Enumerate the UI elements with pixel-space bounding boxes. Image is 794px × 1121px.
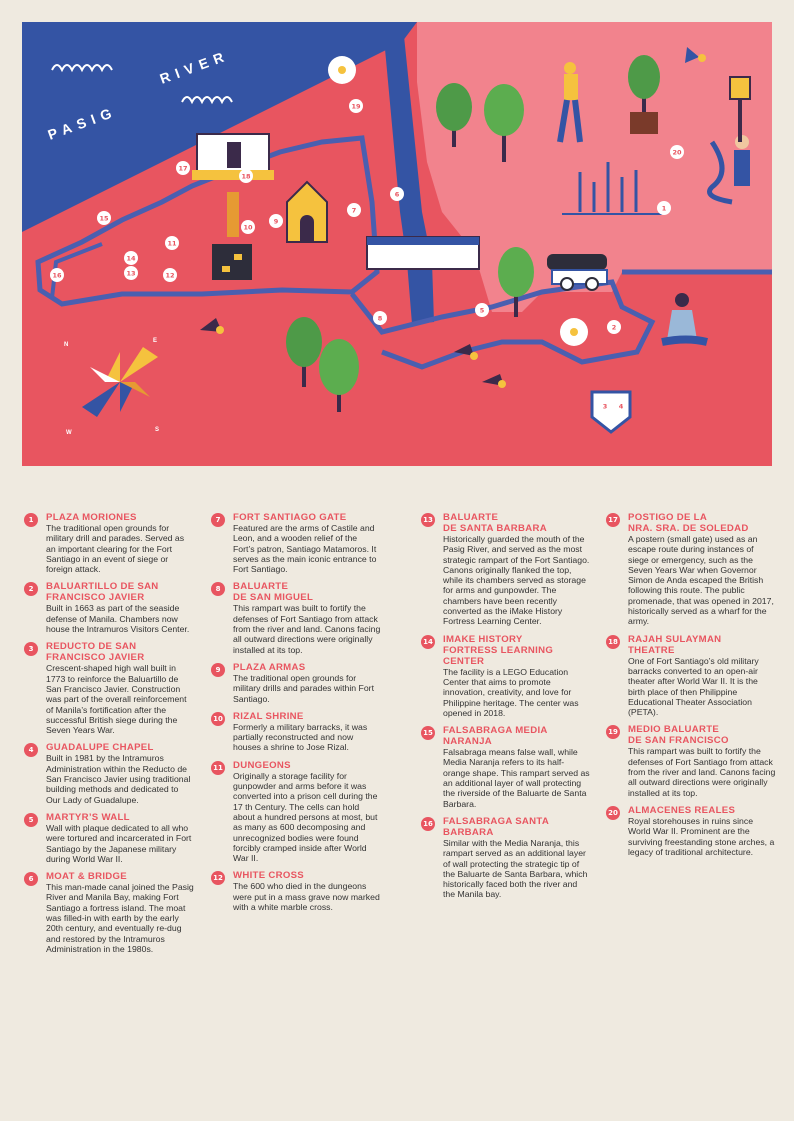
legend-title: FALSABRAGA SANTA BARBARA: [443, 815, 550, 838]
legend-number: 18: [606, 635, 620, 649]
legend-desc: Originally a storage facility for gunpowder and arms before it was converted into a prison cell during the 17 th Century. The cells can hold about a hundred persons at most, but as many as 600 decomposing and unrecognized bodies were found forcibly cramped inside after World War II.: [233, 770, 378, 864]
marker-10[interactable]: [241, 220, 255, 234]
svg-text:18: 18: [241, 172, 251, 181]
legend-number: 17: [606, 513, 620, 527]
legend-number: 13: [421, 513, 435, 527]
legend-title: ALMACENES REALES: [628, 804, 736, 816]
marker-8[interactable]: [373, 311, 387, 325]
river-label-pasig: PASIG: [45, 102, 120, 143]
svg-text:4: 4: [618, 402, 624, 411]
legend-item: [24, 581, 194, 634]
marker-11[interactable]: [165, 236, 179, 250]
legend-desc: This man-made canal joined the Pasig River and Manila Bay, making Fort Santiago a fortress island. The moat was filled-in with earth by the early 20th century, and eventually re-dug and restored by the Intramuros Administration in the 1980s.: [46, 882, 194, 954]
bridge-icon: [367, 237, 479, 269]
legend-desc: Similar with the Media Naranja, this rampart served as an additional layer of wall protecting the strategic tip of the Baluarte de Santa Barbara, which historically faced both the river and the Manila bay.: [443, 837, 588, 900]
theatre-building-icon: [192, 134, 274, 180]
legend-column-1: [24, 512, 194, 961]
legend-item: [211, 512, 381, 574]
legend-item: [24, 871, 194, 954]
legend-title: GUADALUPE CHAPEL: [46, 742, 154, 754]
legend-number: 6: [24, 872, 38, 886]
legend-number: 15: [421, 726, 435, 740]
legend-desc: Wall with plaque dedicated to all who were tortured and incarcerated in Fort Santiago by the Japanese military during World War II.: [46, 822, 192, 864]
legend-number: 1: [24, 513, 38, 527]
marker-16[interactable]: [50, 268, 64, 282]
legend-title: RIZAL SHRINE: [233, 710, 304, 722]
legend-number: 11: [211, 761, 225, 775]
legend-item: [606, 512, 776, 627]
legend-number: 8: [211, 582, 225, 596]
marker-9[interactable]: [269, 214, 283, 228]
legend-title: MARTYR’S WALL: [46, 811, 130, 823]
legend-desc: Falsabraga means false wall, while Media Naranja refers to its half-orange shape. This rampart served as an additional layer of wall protecting the riverside of the Baluarte de Santa Barbara.: [443, 747, 590, 809]
flower-icon: [328, 56, 356, 84]
legend-desc: Built in 1663 as part of the seaside defense of Manila. Chambers now house the Intramuros Visitors Center.: [46, 603, 190, 635]
legend-number: 9: [211, 663, 225, 677]
river-label-river: RIVER: [157, 46, 232, 87]
legend-number: 14: [421, 635, 435, 649]
flower-icon: [560, 318, 588, 346]
svg-text:5: 5: [479, 306, 485, 315]
marker-20[interactable]: [670, 145, 684, 159]
marker-5[interactable]: [475, 303, 489, 317]
marker-3[interactable]: [599, 400, 612, 413]
svg-text:6: 6: [394, 190, 400, 199]
svg-text:1: 1: [661, 204, 667, 213]
legend-number: 12: [211, 871, 225, 885]
legend-number: 16: [421, 817, 435, 831]
legend-item: [421, 725, 591, 809]
marker-14[interactable]: [124, 251, 138, 265]
svg-text:14: 14: [126, 254, 136, 263]
legend-item: [211, 581, 381, 654]
legend-item: [24, 742, 194, 804]
legend-number: 20: [606, 806, 620, 820]
compass-e: E: [153, 338, 158, 344]
legend-item: [24, 512, 194, 574]
marker-12[interactable]: [163, 268, 177, 282]
legend-item: [606, 805, 776, 857]
marker-1[interactable]: [657, 201, 671, 215]
legend-title: DUNGEONS: [233, 759, 291, 771]
legend-title: RAJAH SULAYMAN THEATRE: [628, 633, 722, 656]
legend-desc: The facility is a LEGO Education Center that aims to promote innovation, creativity, and love for Philippine heritage. The center was opened in 2018.: [443, 666, 579, 718]
legend-title: BALUARTE DE SAN MIGUEL: [233, 581, 314, 604]
compass-s: S: [155, 427, 160, 433]
legend-title: BALUARTE DE SANTA BARBARA: [443, 512, 547, 534]
marker-15[interactable]: [97, 211, 111, 225]
marker-19[interactable]: [349, 99, 363, 113]
legend-column-2: [211, 512, 381, 919]
legend-desc: Formerly a military barracks, it was partially reconstructed and now houses a shrine to Jose Rizal.: [233, 721, 368, 753]
svg-text:11: 11: [167, 239, 177, 248]
legend-desc: This rampart was built to fortify the defenses of Fort Santiago from attack from the river and land. Canons facing all outward directions were originally installed at its top.: [628, 746, 776, 798]
svg-text:19: 19: [351, 102, 361, 111]
legend-number: 3: [24, 642, 38, 656]
legend-desc: This rampart was built to fortify the defenses of Fort Santiago from attack from the river and land. Canons facing all outward directions were originally installed at its top.: [233, 603, 381, 655]
legend-title: WHITE CROSS: [233, 870, 304, 882]
legend-item: [606, 724, 776, 797]
legend-number: 7: [211, 513, 225, 527]
legend-column-4: [606, 512, 776, 864]
legend-item: [211, 711, 381, 753]
legend-desc: The 600 who died in the dungeons were put in a mass grave now marked with a white marble cross.: [233, 881, 380, 913]
legend-item: [421, 634, 591, 718]
legend-title: PLAZA MORIONES: [46, 512, 137, 523]
svg-text:16: 16: [52, 271, 62, 280]
marker-13[interactable]: [124, 266, 138, 280]
cannon-icon: [547, 254, 607, 290]
marker-6[interactable]: [390, 187, 404, 201]
legend-number: 19: [606, 725, 620, 739]
svg-text:2: 2: [611, 323, 617, 332]
legend-desc: Featured are the arms of Castile and Leon, and a wooden relief of the Fort’s patron, Santiago Matamoros. It serves as the main iconic entrance to Fort Santiago.: [233, 523, 377, 575]
svg-text:20: 20: [672, 148, 682, 157]
legend-number: 5: [24, 813, 38, 827]
legend-column-3: [421, 512, 591, 907]
compass-n: N: [64, 342, 69, 348]
legend-number: 4: [24, 743, 38, 757]
legend-item: [211, 870, 381, 912]
legend-title: FORT SANTIAGO GATE: [233, 512, 347, 523]
compass-w: W: [66, 430, 72, 436]
marker-18[interactable]: [239, 169, 253, 183]
legend-desc: Crescent-shaped high wall built in 1773 to reinforce the Baluartillo de San Francisco Javier. Construction was part of the overall reinforcement of Manila’s fortification after the successful British siege during the Seven Years War.: [46, 663, 187, 736]
svg-text:10: 10: [243, 223, 253, 232]
legend-number: 2: [24, 582, 38, 596]
legend-desc: Built in 1981 by the Intramuros Administration within the Reducto de San Francisco Javier using traditional building methods and dedicated to Our Lady of Guadalupe.: [46, 753, 191, 805]
legend-title: POSTIGO DE LA NRA. SRA. DE SOLEDAD: [628, 512, 749, 534]
svg-text:17: 17: [178, 164, 188, 173]
legend-desc: One of Fort Santiago’s old military barracks converted to an open-air theater after World War II. It is the birth place of then Philippine Educational Theater Association (PETA).: [628, 655, 759, 718]
legend-desc: Historically guarded the mouth of the Pasig River, and served as the most strategic rampart of the Fort Santiago. Canons originally flanked the top, while its chambers served as storage for arms and gunpowder. The chambers have been recently converted as the iMake History Fortress Learning Center.: [443, 534, 590, 627]
svg-text:9: 9: [273, 217, 279, 226]
svg-text:13: 13: [126, 269, 136, 278]
legend-item: [606, 634, 776, 718]
marker-7[interactable]: [347, 203, 361, 217]
legend-title: MEDIO BALUARTE DE SAN FRANCISCO: [628, 724, 729, 747]
legend-item: [24, 641, 194, 735]
svg-text:7: 7: [351, 206, 357, 215]
legend-number: 10: [211, 712, 225, 726]
legend-title: PLAZA ARMAS: [233, 661, 306, 673]
svg-text:12: 12: [165, 271, 175, 280]
svg-text:8: 8: [377, 314, 383, 323]
legend-title: IMAKE HISTORY FORTRESS LEARNING CENTER: [443, 633, 554, 667]
legend-item: [24, 812, 194, 864]
legend-item: [421, 512, 591, 627]
legend-title: REDUCTO DE SAN FRANCISCO JAVIER: [46, 641, 145, 664]
marker-4[interactable]: [615, 400, 628, 413]
legend-title: FALSABRAGA MEDIA NARANJA: [443, 725, 548, 748]
legend-item: [211, 662, 381, 704]
legend-item: [421, 816, 591, 900]
legend-desc: A postern (small gate) used as an escape route during instances of siege or emergency, such as the Seven Years War when Governor Simon de Anda escaped the British following this route. The public promenade, that was opened in 2017, historically served as a wharf for the army.: [628, 534, 774, 627]
svg-text:3: 3: [602, 402, 608, 411]
legend-title: MOAT & BRIDGE: [46, 871, 128, 883]
marker-17[interactable]: [176, 161, 190, 175]
marker-2[interactable]: [607, 320, 621, 334]
fort-map: [22, 22, 772, 466]
legend-item: [211, 760, 381, 864]
legend-desc: The traditional open grounds for military drill and parades. Served as an important clearing for the Fort Santiago in an event of siege or foreign attack.: [46, 523, 185, 575]
legend-title: BALUARTILLO DE SAN FRANCISCO JAVIER: [46, 581, 159, 604]
svg-text:15: 15: [99, 214, 109, 223]
legend-desc: The traditional open grounds for military drills and parades within Fort Santiago.: [233, 672, 374, 704]
legend-desc: Royal storehouses in ruins since World War II. Prominent are the surviving freestanding stone arches, a legacy of traditional architecture.: [628, 815, 775, 857]
